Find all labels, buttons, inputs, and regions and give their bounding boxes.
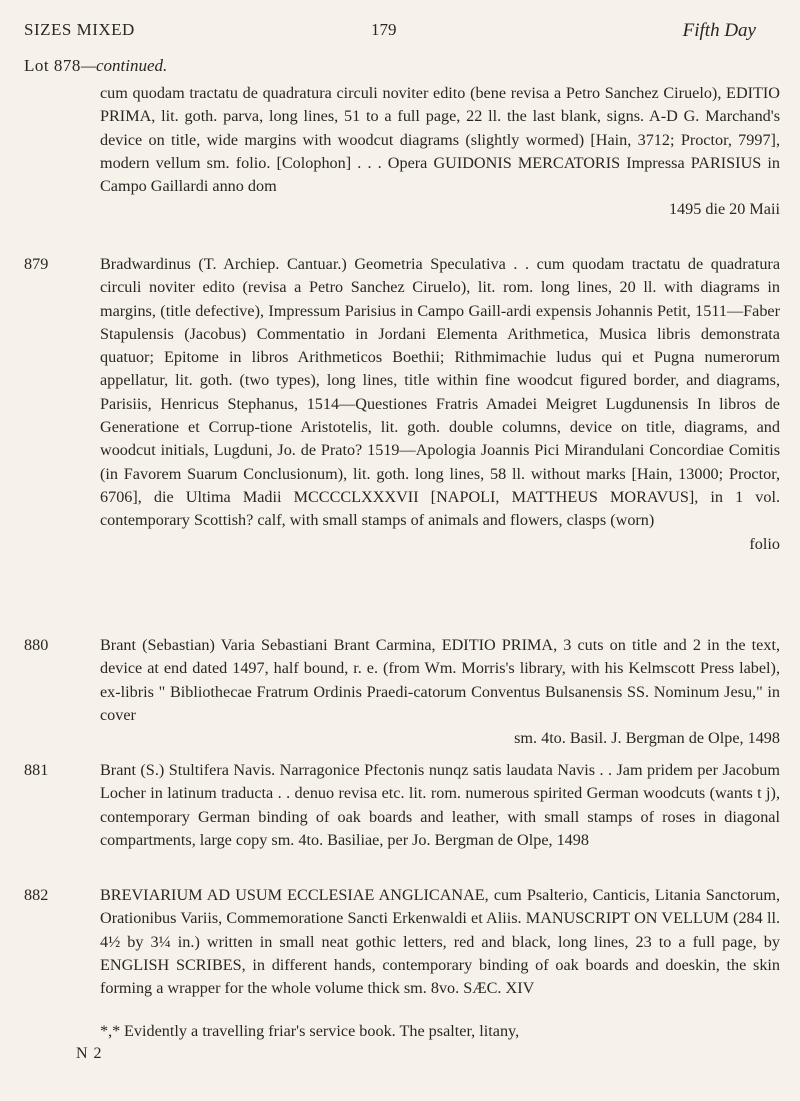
header-section: SIZES MIXED <box>24 20 135 39</box>
running-header <box>24 20 776 44</box>
signature-mark: N 2 <box>76 1045 103 1062</box>
note-text: Evidently a travelling friar's service book. The psalter, litany, <box>124 1022 520 1040</box>
lot-number: 881 <box>24 761 49 779</box>
asterism-mark: *,* <box>100 1022 121 1040</box>
lot-text: cum quodam tractatu de quadratura circuli noviter edito (bene revisa a Petro Sanchez Ciruelo), EDITIO PRIMA, lit. goth. parva, long lines, 51 to a full page, 22 ll. the last blank, signs. A-D G. Marchand's device on title, wide margins with woodcut diagrams (slightly wormed) [Hain, 3712; Proctor, 7997], modern vellum sm. folio. [Colophon] . . . Opera GUIDONIS MERCATORIS Impressa PARISIUS in Campo Gaillardi anno dom <box>100 84 780 196</box>
lot-entry-882 <box>24 884 780 1000</box>
lot-entry-880 <box>24 634 780 750</box>
lot-number: 880 <box>24 636 49 654</box>
lot-entry-881 <box>24 759 780 852</box>
lot-text: Bradwardinus (T. Archiep. Cantuar.) Geometria Speculativa . . cum quodam tractatu de quadratura circuli noviter edito (revisa a Petro Sanchez Ciruelo), lit. rom. long lines, 20 ll. with diagrams in margins, (title defective), Impressum Parisius in Campo Gaill-ardi expensis Johannis Petit, 1511—Faber Stapulensis (Jacobus) Commentatio in Jordani Elementa Arithmetica, Musica libris demonstrata quatuor; Epitome in libros Arithmeticos Boethii; Rithmimachie ludus qui et Pugna numerorum appellatur, lit. goth. (two types), long lines, title within fine woodcut figured border, and diagrams, Parisiis, Henricus Stephanus, 1514—Questiones Fratris Amadei Meigret Lugdunensis In libros de Generatione et Corrup-tione Aristotelis, lit. goth. double columns, device on title, diagrams, and woodcut initials, Lugduni, Jo. de Prato? 1519—Apologia Joannis Pici Mirandulani Concordiae Comitis (in Favorem Suarum Conclusionum), lit. goth. long lines, 58 ll. without marks [Hain, 13000; Proctor, 6706], die Ultima Madii MCCCCLXXXVII [NAPOLI, MATTHEUS MORAVUS], in 1 vol. contemporary Scottish? calf, with small stamps of animals and flowers, clasps (worn) <box>100 255 780 530</box>
lot-note <box>24 1020 780 1043</box>
lot-number: 879 <box>24 255 49 273</box>
lot-tail: 1495 die 20 Maii <box>668 200 780 219</box>
page-number: 179 <box>371 20 397 39</box>
continued-label: —continued. <box>80 56 168 75</box>
lot-tail: sm. 4to. Basil. J. Bergman de Olpe, 1498 <box>514 729 780 748</box>
lot-entry-878-cont <box>24 82 780 222</box>
lot-tail: folio <box>749 534 780 553</box>
lot-text: BREVIARIUM AD USUM ECCLESIAE ANGLICANAE, cum Psalterio, Canticis, Litania Sanctorum, Orationibus Variis, Commemoratione Sancti Erkenwaldi et Aliis. MANUSCRIPT ON VELLUM (284 ll. 4½ by 3¼ in.) written in small neat gothic letters, red and black, long lines, 23 to a full page, by ENGLISH SCRIBES, in different hands, contemporary binding of oak boards and doeskin, the skin forming a wrapper for the whole volume thick sm. 8vo. SÆC. XIV <box>100 886 780 998</box>
continued-heading <box>24 56 167 76</box>
lot-text: Brant (S.) Stultifera Navis. Narragonice Pfectonis nunqz satis laudata Navis . . Jam pridem per Jacobum Locher in latinum traducta . . denuo revisa etc. lit. rom. numerous spirited German woodcuts (wants t j), contemporary German binding of oak boards and leather, with small stamps of roses in diagonal compartments, large copy sm. 4to. Basiliae, per Jo. Bergman de Olpe, 1498 <box>100 761 780 849</box>
lot-number: 882 <box>24 886 49 904</box>
header-day: Fifth Day <box>682 20 756 41</box>
lot-text: Brant (Sebastian) Varia Sebastiani Brant Carmina, EDITIO PRIMA, 3 cuts on title and 2 in the text, device at end dated 1497, half bound, r. e. (from Wm. Morris's library, with his Kelmscott Press label), ex-libris " Bibliothecae Fratrum Ordinis Praedi-catorum Conventus Bulsanensis SS. Nominum Jesu," in cover <box>100 636 780 724</box>
lot-entry-879 <box>24 253 780 556</box>
continued-lot: Lot 878 <box>24 56 81 75</box>
